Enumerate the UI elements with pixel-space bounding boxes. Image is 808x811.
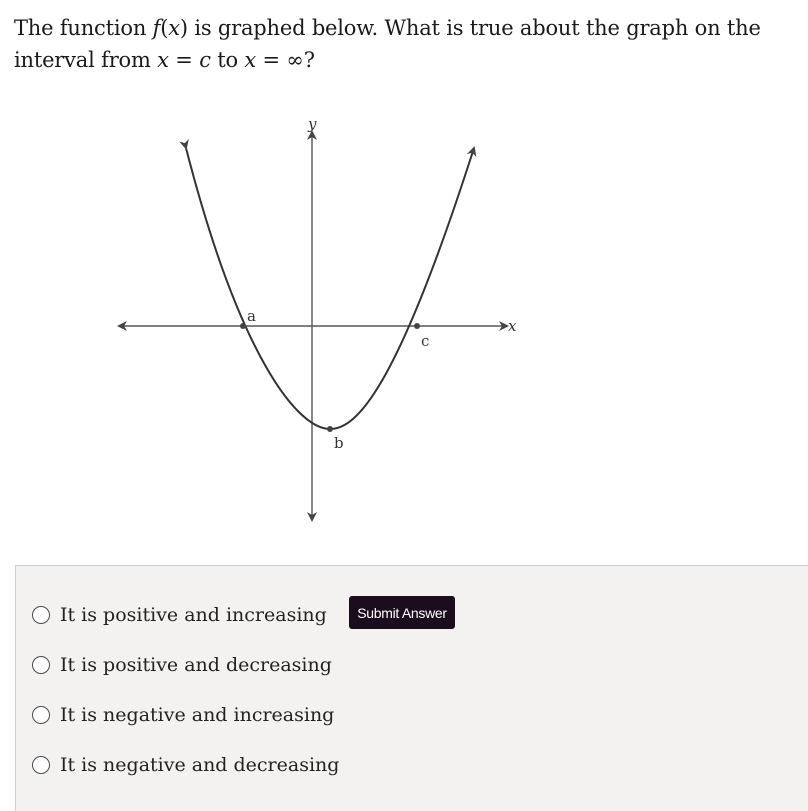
function-graph	[108, 110, 528, 530]
point-b-label: b	[334, 434, 344, 452]
answer-option-3[interactable]	[32, 704, 334, 726]
interval-end-variable: x	[244, 48, 257, 72]
submit-answer-button[interactable]: Submit Answer	[349, 596, 455, 629]
point-c	[414, 323, 420, 329]
question-middle: is graphed below. What is true about the graph on the interval from	[14, 16, 761, 72]
point-a-label: a	[247, 307, 256, 325]
point-c-label: c	[421, 332, 430, 350]
answer-option-label: It is negative and increasing	[60, 704, 335, 726]
question-prefix: The function	[14, 16, 153, 40]
parabola-curve	[186, 148, 474, 429]
point-b	[327, 426, 333, 432]
question-suffix: ?	[303, 48, 315, 72]
interval-to: to	[210, 48, 245, 72]
answer-panel	[15, 565, 808, 811]
question-text	[14, 12, 794, 76]
function-open-paren: (	[160, 16, 169, 40]
function-name: f	[152, 16, 161, 40]
answer-option-label: It is negative and decreasing	[60, 754, 340, 776]
interval-end-equals: =	[256, 48, 287, 72]
answer-option-2[interactable]	[32, 654, 332, 676]
answer-option-1[interactable]	[32, 604, 327, 626]
radio-button[interactable]	[32, 606, 50, 624]
answer-option-label: It is positive and decreasing	[60, 654, 332, 676]
radio-button[interactable]	[32, 756, 50, 774]
function-variable: x	[168, 16, 180, 40]
answer-option-4[interactable]	[32, 754, 339, 776]
function-close-paren: )	[179, 16, 188, 40]
interval-start-value: c	[199, 48, 211, 72]
answer-option-label: It is positive and increasing	[60, 604, 327, 626]
x-axis-label: x	[508, 317, 517, 335]
point-a	[240, 323, 246, 329]
y-axis-label: y	[308, 115, 317, 133]
interval-start-variable: x	[157, 48, 169, 72]
radio-button[interactable]	[32, 706, 50, 724]
radio-button[interactable]	[32, 656, 50, 674]
interval-start-equals: =	[168, 48, 200, 72]
interval-end-value: ∞	[286, 48, 304, 72]
